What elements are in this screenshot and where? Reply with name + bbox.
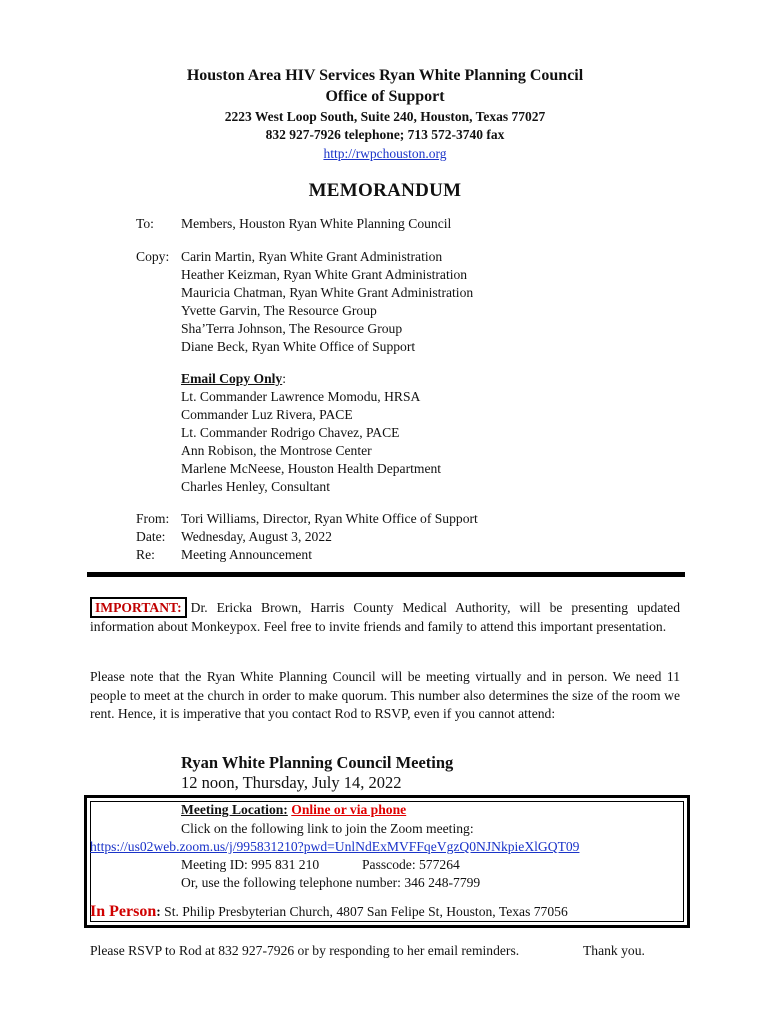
zoom-instruction: Click on the following link to join the Zoom meeting: — [181, 821, 474, 836]
copy-label: Copy: — [136, 249, 170, 264]
location-value: Online or via phone — [291, 802, 407, 817]
email-recipient: Lt. Commander Lawrence Momodu, HRSA — [181, 389, 421, 404]
zoom-link[interactable]: https://us02web.zoom.us/j/99583121​0?pwd=UnlNdExMVFFqeVgzQ0NJNkpieXlGQT09 — [90, 839, 580, 854]
to-label: To: — [136, 216, 154, 231]
email-copy-block — [181, 370, 441, 496]
meeting-passcode: Passcode: 577264 — [362, 857, 460, 872]
memo-title: MEMORANDUM — [308, 180, 462, 201]
rsvp-text: Please RSVP to Rod at 832 927-7926 or by responding to her email reminders. — [90, 943, 520, 958]
meeting-id: Meeting ID: 995 831 210 — [181, 857, 320, 872]
org-phone-fax: 832 927-7926 telephone; 713 572-3740 fax — [265, 127, 505, 142]
email-recipient: Charles Henley, Consultant — [181, 479, 330, 494]
copy-recipient: Mauricia Chatman, Ryan White Grant Administration — [181, 285, 474, 300]
phone-line: Or, use the following telephone number: 346 248-7799 — [181, 875, 481, 890]
org-address: 2223 West Loop South, Suite 240, Houston, Texas 77027 — [224, 109, 546, 124]
meeting-datetime: 12 noon, Thursday, July 14, 2022 — [181, 773, 402, 792]
in-person-line — [90, 903, 568, 921]
email-recipient: Marlene McNeese, Houston Health Department — [181, 461, 442, 476]
re-label: Re: — [136, 547, 155, 562]
section-divider — [87, 572, 685, 577]
copy-recipient: Yvette Garvin, The Resource Group — [181, 303, 377, 318]
email-recipient: Lt. Commander Rodrigo Chavez, PACE — [181, 425, 400, 440]
from-label: From: — [136, 511, 170, 526]
note-paragraph: Please note that the Ryan White Planning Council will be meeting virtually and in person. We need 11 people to meet at the church in order to make quorum. This number also determines the size of the room we rent. Hence, it is imperative that you contact Rod to RSVP, even if you cannot attend: — [90, 669, 680, 721]
website-link[interactable]: http://rwpchouston.org — [323, 146, 447, 161]
important-paragraph — [90, 597, 680, 637]
copy-recipient: Sha’Terra Johnson, The Resource Group — [181, 321, 403, 336]
date-label: Date: — [136, 529, 166, 544]
important-text: Dr. Ericka Brown, Harris County Medical Authority, will be presenting updated information about Monkeypox. Feel free to invite friends and family to attend this important presentation. — [90, 600, 680, 634]
re-value: Meeting Announcement — [181, 547, 312, 562]
location-label: Meeting Location: — [181, 802, 288, 817]
email-copy-heading-line — [181, 370, 441, 388]
thank-you: Thank you. — [583, 943, 645, 958]
org-office: Office of Support — [325, 88, 445, 105]
meeting-title: Ryan White Planning Council Meeting — [181, 753, 454, 772]
copy-recipient: Carin Martin, Ryan White Grant Administration — [181, 249, 443, 264]
email-copy-colon: : — [282, 371, 286, 386]
email-recipient: Ann Robison, the Montrose Center — [181, 443, 372, 458]
date-value: Wednesday, August 3, 2022 — [181, 529, 332, 544]
location-line — [181, 801, 406, 819]
in-person-label: In Person — [90, 903, 157, 920]
from-value: Tori Williams, Director, Ryan White Office of Support — [181, 511, 478, 526]
important-tag: IMPORTANT: — [90, 597, 187, 618]
copy-recipient: Heather Keizman, Ryan White Grant Administration — [181, 267, 468, 282]
copy-recipient: Diane Beck, Ryan White Office of Support — [181, 339, 416, 354]
email-recipient: Commander Luz Rivera, PACE — [181, 407, 353, 422]
copy-list — [181, 248, 473, 356]
in-person-colon: : — [156, 904, 161, 919]
to-value: Members, Houston Ryan White Planning Council — [181, 216, 452, 231]
in-person-address: St. Philip Presbyterian Church, 4807 San Felipe St, Houston, Texas 77056 — [164, 904, 568, 919]
org-name: Houston Area HIV Services Ryan White Planning Council — [186, 67, 584, 84]
email-copy-heading: Email Copy Only — [181, 371, 283, 386]
